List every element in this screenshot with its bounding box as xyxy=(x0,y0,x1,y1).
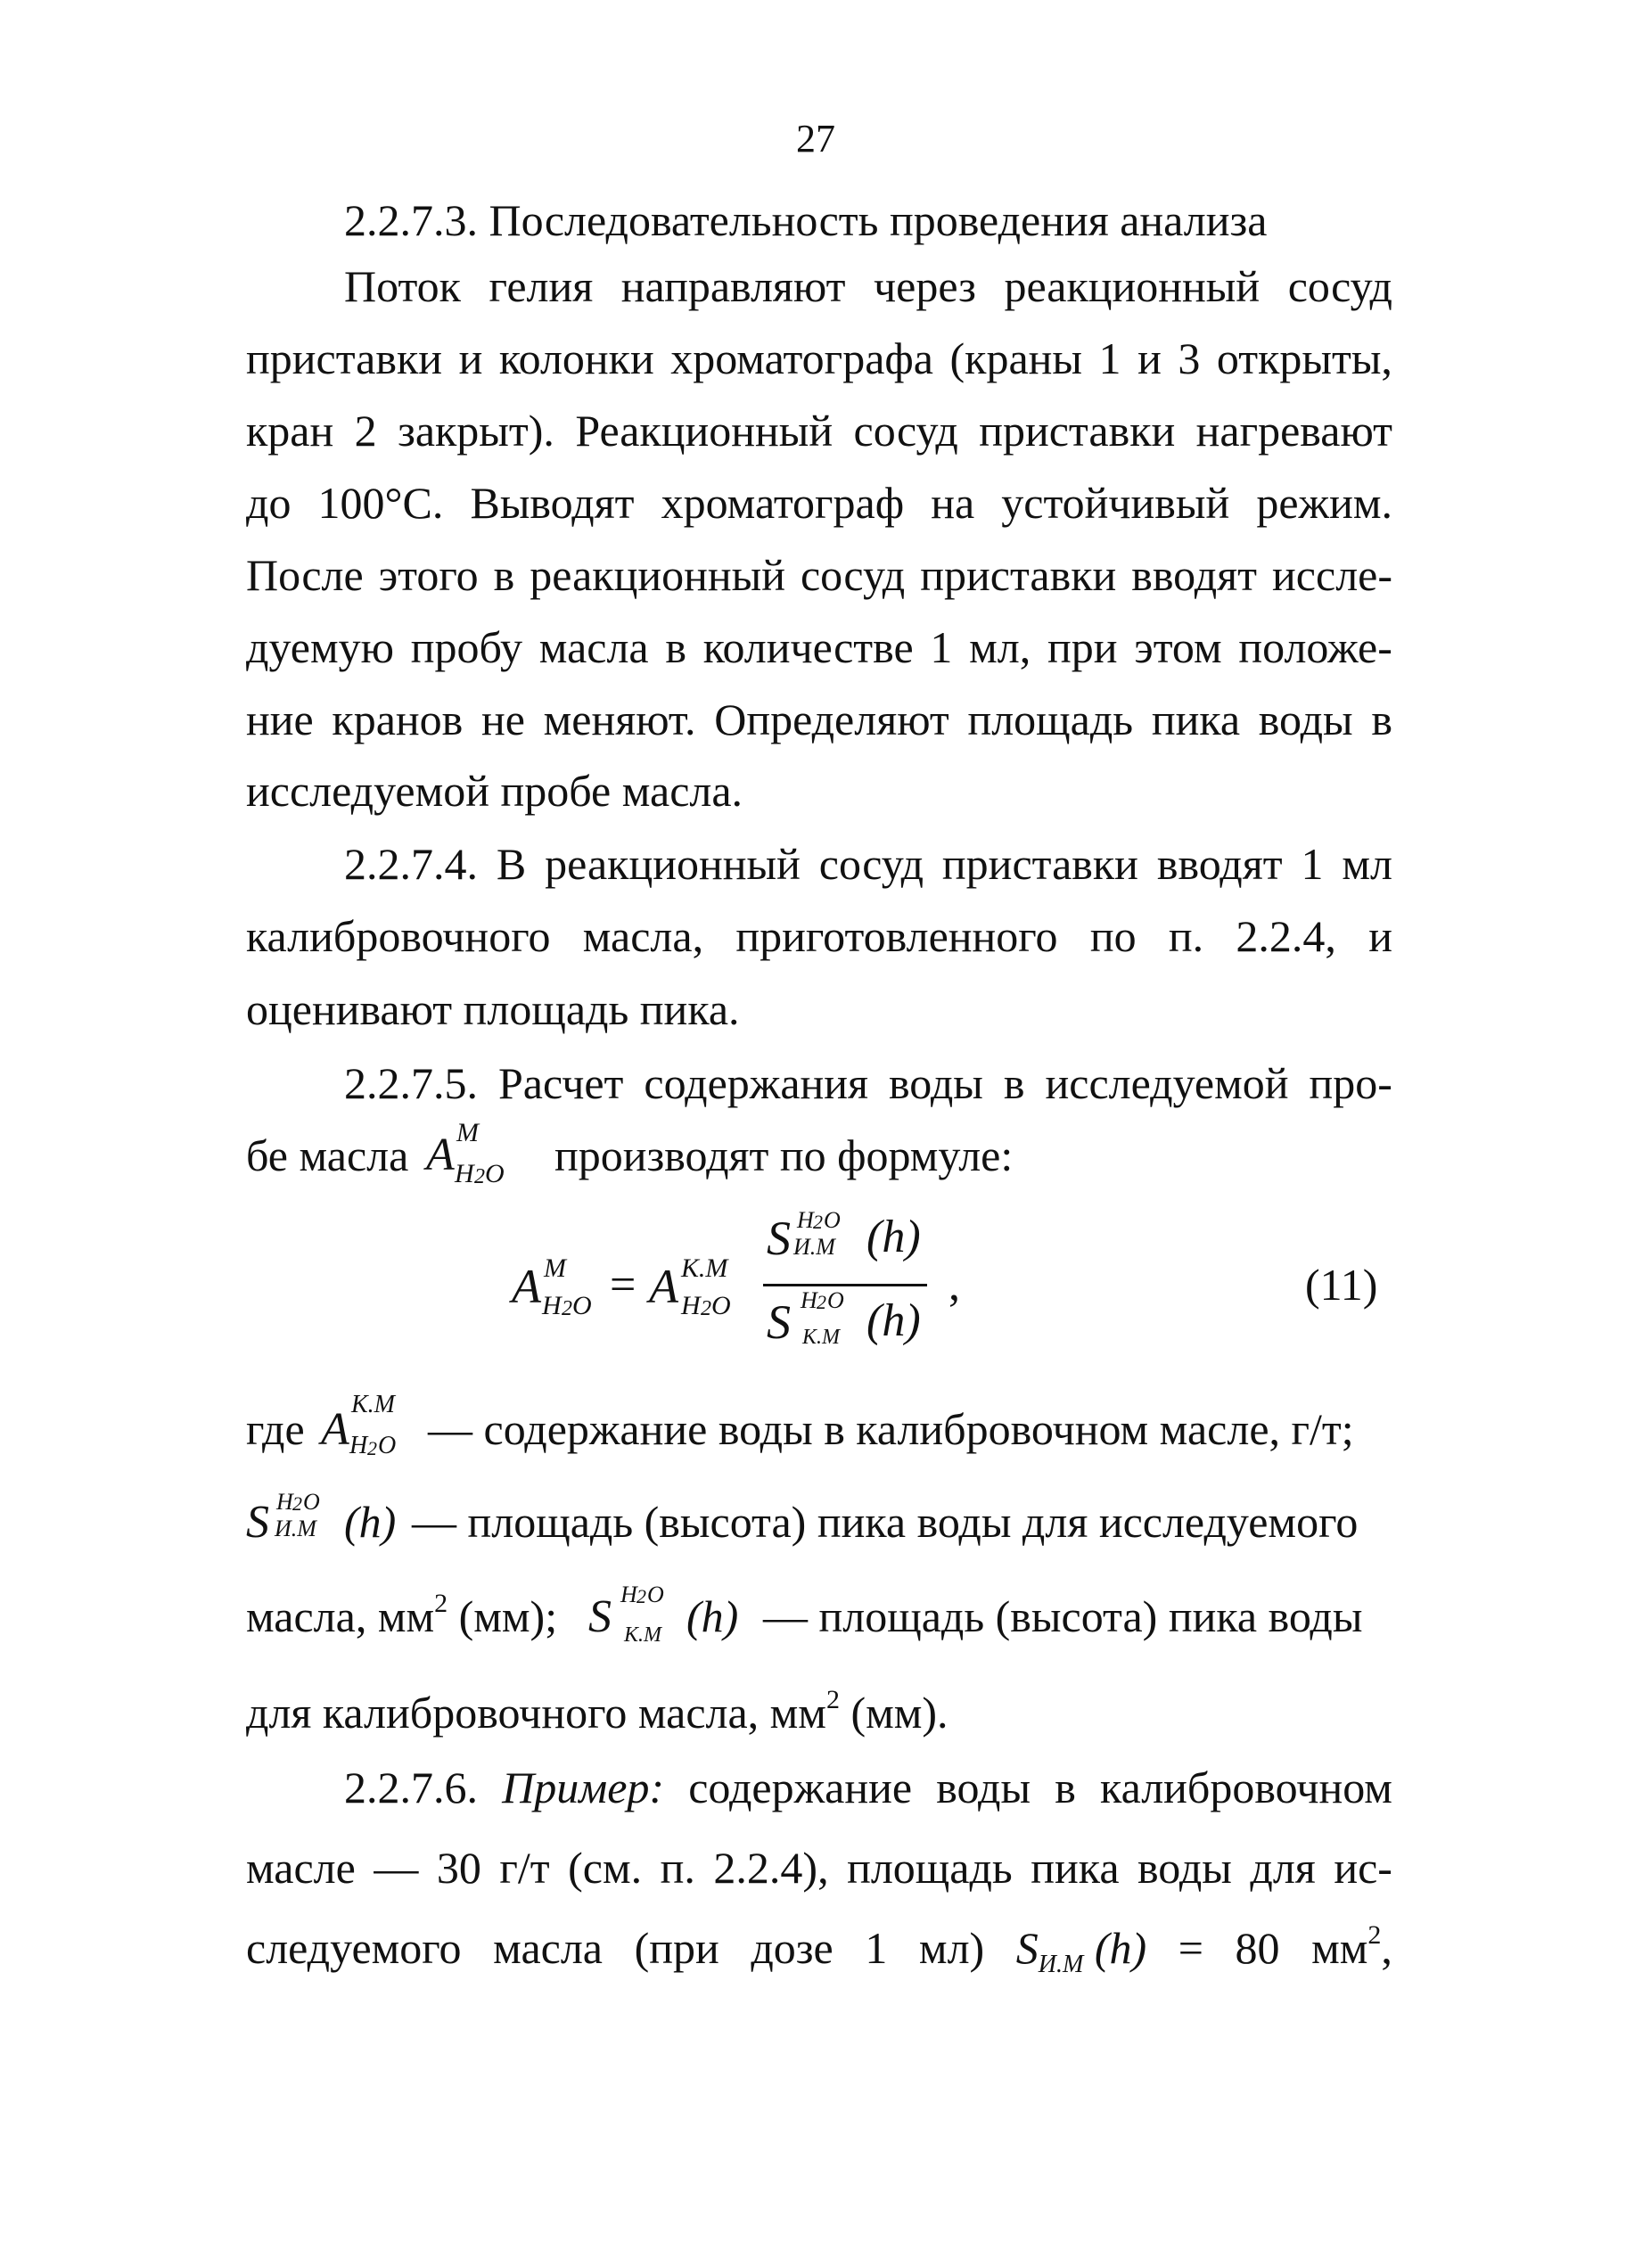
word: калибровочного xyxy=(246,911,551,961)
example-line-3: следуемого масла (при дозе 1 мл) $S_{И.М}$ (h) = 80 $мм^2$, xyxy=(246,1920,1392,1978)
definition-3-start: масла, $мм^2$ (мм); xyxy=(246,1589,558,1641)
paragraph-line: исследуемой пробе масла. xyxy=(246,766,743,816)
heading-2-2-7-3: 2.2.7.3. Последовательность проведения анализа xyxy=(344,195,1268,245)
word: и xyxy=(1137,333,1162,383)
paragraph-line xyxy=(246,911,1392,961)
word: реакционный xyxy=(545,839,801,889)
word: 2 xyxy=(354,406,377,456)
word: хроматограф xyxy=(661,478,905,528)
word: нагревают xyxy=(1195,406,1392,456)
word: 2.2.4), xyxy=(713,1843,829,1893)
word: п. xyxy=(660,1843,695,1893)
word: Выводят xyxy=(470,478,635,528)
word: на xyxy=(931,478,975,528)
word: устойчивый xyxy=(1001,478,1230,528)
word: закрыт). xyxy=(398,406,554,456)
word: масле xyxy=(246,1843,356,1893)
word: пика xyxy=(1151,694,1241,744)
word: сосуд xyxy=(800,550,906,600)
word: воды xyxy=(1137,1843,1232,1893)
word: масла, xyxy=(582,911,704,961)
word: (краны xyxy=(949,333,1083,383)
word: в xyxy=(1371,694,1392,744)
word: и xyxy=(1368,911,1392,961)
word: режим. xyxy=(1256,478,1392,528)
definition-1: — содержание воды в калибровочном масле, г/т; xyxy=(428,1404,1354,1454)
example-line-1: 2.2.7.6. Пример: содержание воды в калибровочном xyxy=(344,1763,1392,1812)
paragraph-line xyxy=(344,839,1392,889)
word: воды xyxy=(1258,694,1353,744)
inline-symbol-S-IM: S H 2 O И.М (h) xyxy=(246,1489,397,1548)
paragraph-line xyxy=(344,1058,1392,1108)
word: хроматографа xyxy=(670,333,933,383)
word: Реакционный xyxy=(575,406,834,456)
inline-symbol-S-KM: S H 2 O К.М (h) xyxy=(588,1582,739,1647)
paragraph-line: производят по формуле: xyxy=(554,1130,1014,1180)
word: направляют xyxy=(620,261,846,311)
equation-number: (11) xyxy=(1305,1260,1378,1310)
word: пробу xyxy=(410,622,523,672)
paragraph-line: оценивают площадь пика. xyxy=(246,984,740,1034)
word: положе- xyxy=(1238,622,1392,672)
word: 1 xyxy=(930,622,953,672)
word: мл xyxy=(1342,839,1392,889)
word: Определяют xyxy=(714,694,949,744)
word: приставки xyxy=(979,406,1176,456)
word: 30 xyxy=(436,1843,481,1893)
word: при xyxy=(1047,622,1118,672)
word: колонки xyxy=(498,333,654,383)
word: про- xyxy=(1309,1058,1392,1108)
word: реакционный xyxy=(1004,261,1261,311)
word: вводят xyxy=(1156,839,1283,889)
paragraph-line xyxy=(246,1843,1392,1893)
paragraph-line xyxy=(246,622,1392,672)
word: приставки xyxy=(920,550,1117,600)
word: После xyxy=(246,550,364,600)
word: дуемую xyxy=(246,622,394,672)
word: по xyxy=(1089,911,1137,961)
definition-3-end: — площадь (высота) пика воды xyxy=(763,1591,1363,1641)
word: меняют. xyxy=(543,694,696,744)
inline-symbol-A-KM: A К.М H 2 O xyxy=(321,1391,397,1459)
word: через xyxy=(874,261,976,311)
paragraph-line xyxy=(246,694,1392,744)
word: 3 xyxy=(1178,333,1201,383)
paragraph-line xyxy=(246,550,1392,600)
word: 1 xyxy=(1301,839,1324,889)
word: 2.2.7.4. xyxy=(344,839,478,889)
word: воды xyxy=(889,1058,983,1108)
word: приставки xyxy=(941,839,1138,889)
word: 2.2.7.5. xyxy=(344,1058,478,1108)
word: сосуд xyxy=(818,839,924,889)
definition-4: для калибровочного масла, $мм^2$ (мм). xyxy=(246,1685,948,1738)
paragraph-line xyxy=(246,333,1392,383)
word: Поток xyxy=(344,261,461,311)
word: п. xyxy=(1168,911,1204,961)
word: иссле- xyxy=(1272,550,1392,600)
word: не xyxy=(480,694,525,744)
word: реакционный xyxy=(530,550,785,600)
word: Расчет xyxy=(498,1058,624,1108)
word: в xyxy=(493,550,515,600)
definition-where: где xyxy=(246,1404,305,1454)
word: содержания xyxy=(644,1058,869,1108)
word: до xyxy=(246,478,292,528)
word: вводят xyxy=(1131,550,1258,600)
word: В xyxy=(496,839,527,889)
word: (см. xyxy=(568,1843,643,1893)
word: мл, xyxy=(969,622,1031,672)
paragraph-line xyxy=(344,261,1392,311)
word: в xyxy=(665,622,686,672)
word: открыты, xyxy=(1216,333,1392,383)
word: пика xyxy=(1031,1843,1120,1893)
word: г/т xyxy=(499,1843,550,1893)
word: исследуемой xyxy=(1045,1058,1289,1108)
word: кран xyxy=(246,406,334,456)
word: 100°С. xyxy=(317,478,444,528)
word: кранов xyxy=(332,694,464,744)
word: количестве xyxy=(702,622,914,672)
word: площадь xyxy=(967,694,1134,744)
formula-11: A M H 2 O = A К.М H 2 O S H 2 O И.М (h) S H 2 O К.М (h) , (11) xyxy=(512,1207,1378,1349)
word: 2.2.4, xyxy=(1236,911,1336,961)
word: ис- xyxy=(1334,1843,1392,1893)
word: сосуд xyxy=(853,406,958,456)
paragraph-line xyxy=(246,478,1392,528)
word: этом xyxy=(1134,622,1222,672)
word: масла xyxy=(538,622,649,672)
fraction-bar xyxy=(763,1284,927,1286)
paragraph-line xyxy=(246,406,1392,456)
word: площадь xyxy=(847,1843,1013,1893)
word: приготовленного xyxy=(735,911,1058,961)
word: в xyxy=(1003,1058,1025,1108)
paragraph-line: бе масла xyxy=(246,1130,409,1180)
definition-2: — площадь (высота) пика воды для исследуемого xyxy=(412,1497,1359,1547)
word: этого xyxy=(378,550,479,600)
word: сосуд xyxy=(1287,261,1392,311)
inline-symbol-A-water: A M H 2 O xyxy=(426,1118,505,1188)
word: гелия xyxy=(489,261,594,311)
word: приставки xyxy=(246,333,443,383)
word: — xyxy=(374,1843,419,1893)
word: ние xyxy=(246,694,314,744)
word: 1 xyxy=(1098,333,1121,383)
word: и xyxy=(458,333,483,383)
word: для xyxy=(1250,1843,1316,1893)
page-number: 27 xyxy=(796,117,835,160)
